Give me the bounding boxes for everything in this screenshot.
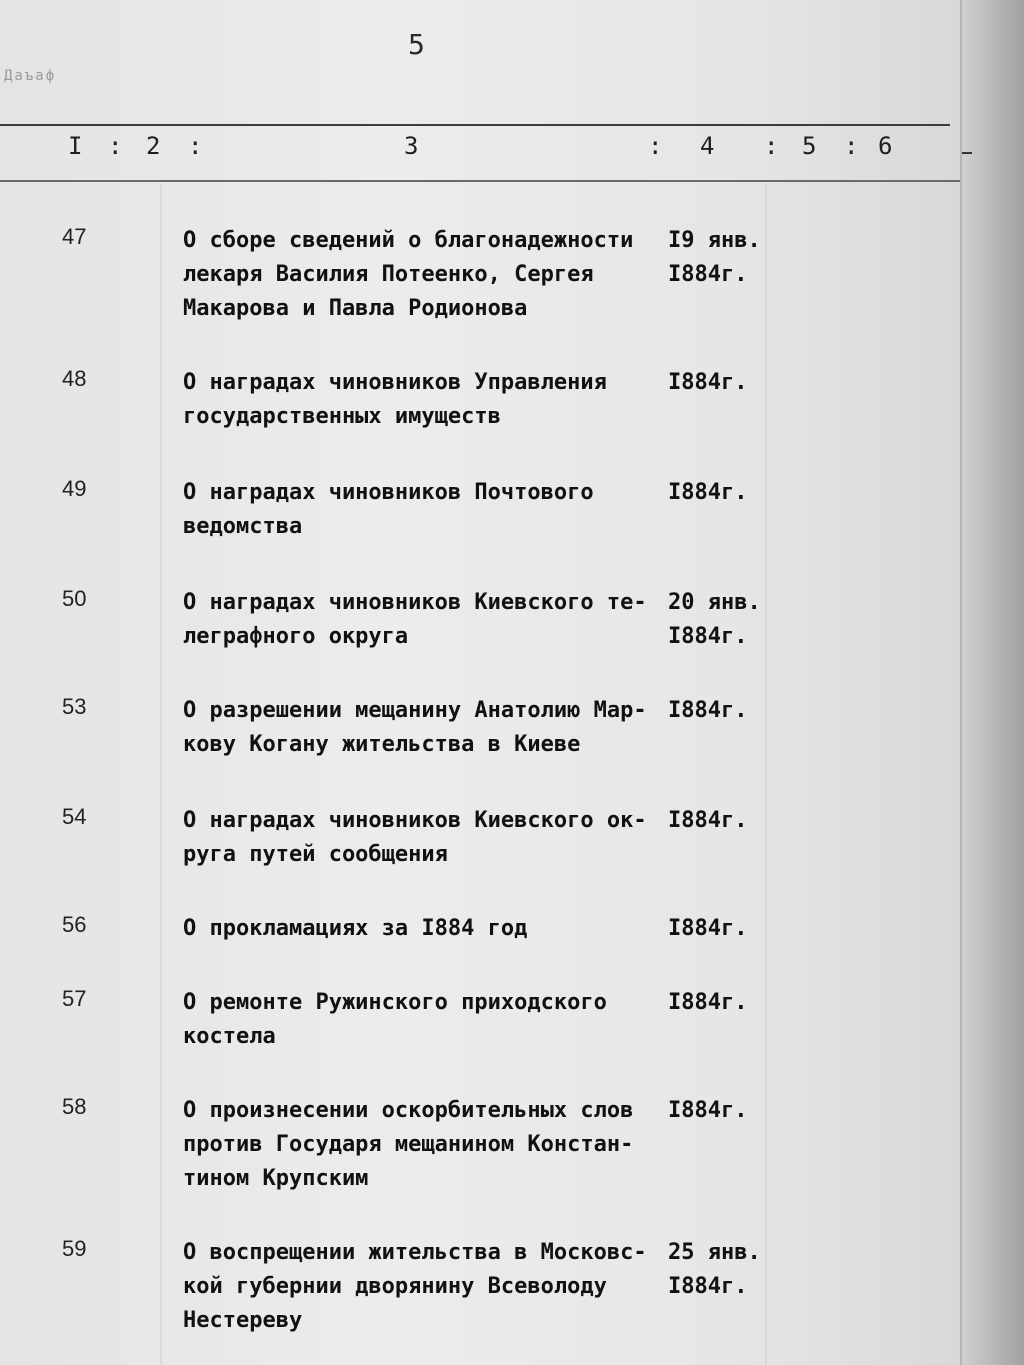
case-title: О сборе сведений о благонадежности лекаря Василия Потеенко, Сергея Макарова и Павла Родионова: [183, 228, 634, 321]
case-date: [668, 586, 761, 654]
column-header-3: 3: [404, 132, 419, 160]
case-date: [668, 1094, 747, 1128]
date-line: I884г.: [668, 990, 748, 1015]
column-header-row: [0, 132, 968, 176]
case-title: О произнесении оскорбительных слов против Государя мещанином Констан-тином Крупским: [183, 1098, 634, 1191]
column-separator: :: [764, 132, 779, 160]
page-number: 5: [408, 28, 425, 61]
case-title: О ремонте Ружинского приходского костела: [183, 990, 607, 1049]
case-title: О наградах чиновников Киевского ок-руга путей сообщения: [183, 808, 647, 867]
column-separator: :: [108, 132, 123, 160]
header-top-rule: [0, 124, 950, 126]
case-number: 57: [62, 986, 87, 1011]
date-line: I884г.: [668, 1098, 748, 1123]
date-line: I884г.: [668, 370, 748, 395]
case-number: 54: [62, 804, 87, 829]
case-title: О воспрещении жительства в Московс-кой губернии дворянину Всеволоду Нестереву: [183, 1240, 647, 1333]
case-title: О наградах чиновников Киевского те-леграфного округа: [183, 590, 647, 649]
date-line: I884г.: [668, 698, 748, 723]
column-header-2: 2: [146, 132, 161, 160]
case-number: 58: [62, 1094, 87, 1119]
case-date: [668, 986, 747, 1020]
column-header-6: 6: [878, 132, 893, 160]
column-separator: :: [844, 132, 859, 160]
edge-tick-mark: [962, 152, 972, 154]
column-divider: [765, 185, 767, 1365]
date-line: I884г.: [668, 262, 748, 287]
header-bottom-rule: [0, 180, 968, 182]
date-line: I884г.: [668, 916, 748, 941]
column-separator: :: [188, 132, 203, 160]
case-date: [668, 912, 747, 946]
case-title: О наградах чиновников Управления государственных имуществ: [183, 370, 607, 429]
corner-stamp: Даъаф: [4, 68, 57, 84]
column-divider: [160, 185, 162, 1365]
case-number: 53: [62, 694, 87, 719]
case-number: 56: [62, 912, 87, 937]
case-date: [668, 224, 761, 292]
column-header-1: I: [68, 132, 83, 160]
case-date: [668, 476, 747, 510]
case-title: О прокламациях за I884 год: [183, 916, 528, 941]
case-date: [668, 804, 747, 838]
date-line: I884г.: [668, 1274, 748, 1299]
underlying-page-edge: [960, 0, 1024, 1365]
column-separator: :: [648, 132, 663, 160]
column-header-4: 4: [700, 132, 715, 160]
case-number: 48: [62, 366, 87, 391]
date-line: I9 янв.: [668, 228, 761, 253]
case-date: [668, 366, 747, 400]
case-number: 59: [62, 1236, 87, 1261]
date-line: 20 янв.: [668, 590, 761, 615]
case-number: 47: [62, 224, 87, 249]
date-line: I884г.: [668, 480, 748, 505]
case-title: О разрешении мещанину Анатолию Мар-кову Когану жительства в Киеве: [183, 698, 647, 757]
column-header-5: 5: [802, 132, 817, 160]
date-line: 25 янв.: [668, 1240, 761, 1265]
date-line: I884г.: [668, 624, 748, 649]
case-title: О наградах чиновников Почтового ведомства: [183, 480, 594, 539]
case-number: 50: [62, 586, 87, 611]
date-line: I884г.: [668, 808, 748, 833]
case-date: [668, 694, 747, 728]
case-number: 49: [62, 476, 87, 501]
case-date: [668, 1236, 761, 1304]
